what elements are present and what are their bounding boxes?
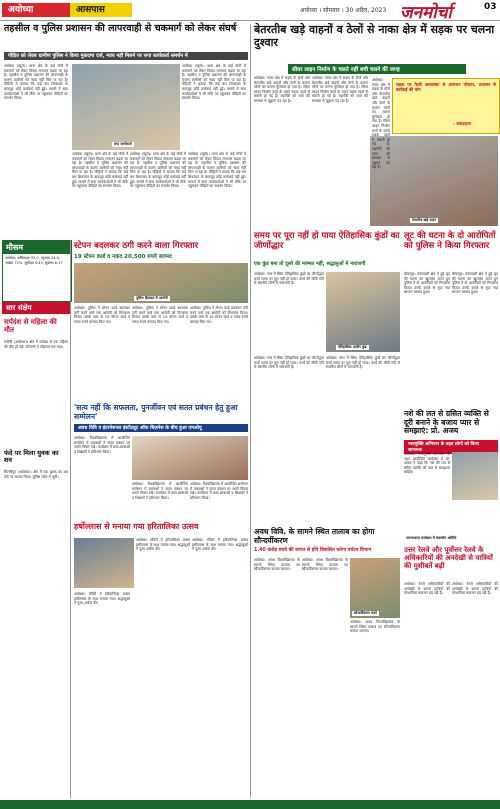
lead-body-col2: अयोध्या (ब्यूरो)। थाना क्षेत्र के कई गाँवों में चकमार्ग को लेकर विवाद लगातार बढ़ता जा रहा है। तहसील व पुलिस प्रशासन की लापरवाही के कारण ग्रामीणों को न्याय नहीं मिल पा रहा है। पीड़ितों ने बताया कि कई बार शिकायत के बावजूद कोई कार्रवाई नहीं हुई। मामले में सपा कार्यकर्ताओं ने भी मौके पर पहुंचकर पीड़ितों का समर्थन किया। xyxy=(182,64,246,101)
pond-body-col1: अयोध्या। अवध विश्वविद्यालय के सामने स्थित तालाब का सौन्दर्यीकरण कराया जाएगा। xyxy=(254,558,300,572)
column-rule xyxy=(250,24,251,798)
lead-body-col5: अयोध्या (ब्यूरो)। थाना क्षेत्र के कई गाँवों में चकमार्ग को लेकर विवाद लगातार बढ़ता जा रहा है। तहसील व पुलिस प्रशासन की लापरवाही के कारण ग्रामीणों को न्याय नहीं मिल पा रहा है। पीड़ितों ने बताया कि कई बार शिकायत के बावजूद कोई कार्रवाई नहीं हुई। मामले में सपा कार्यकर्ताओं ने भी मौके पर पहुंचकर पीड़ितों का समर्थन किया। xyxy=(188,152,246,189)
festival-body-col1: अयोध्या। मंदिरों में हरितालिका उत्सव हर्षोल्लास के साथ मनाया गया। श्रद्धालुओं ने पूजा-अर्चना की। xyxy=(74,592,130,606)
subsection-tab[interactable]: आसपास xyxy=(70,3,132,17)
page-number: 03 xyxy=(484,2,497,12)
lead-body-col1: अयोध्या (ब्यूरो)। थाना क्षेत्र के कई गाँवों में चकमार्ग को लेकर विवाद लगातार बढ़ता जा रहा है। तहसील व पुलिस प्रशासन की लापरवाही के कारण ग्रामीणों को न्याय नहीं मिल पा रहा है। पीड़ितों ने बताया कि कई बार शिकायत के बावजूद कोई कार्रवाई नहीं हुई। मामले में सपा कार्यकर्ताओं ने भी मौके पर पहुंचकर पीड़ितों का समर्थन किया। xyxy=(4,64,68,101)
pond-subheadline: 1.40 करोड़ रुपये की लागत से होंगे विकसित करेगा पर्यटन विभाग xyxy=(254,548,372,553)
festival-body-col2: अयोध्या। मंदिरों में हरितालिका उत्सव हर्षोल्लास के साथ मनाया गया। श्रद्धालुओं ने पूजा-अर्चना की। xyxy=(136,538,190,552)
festival-headline: हर्षोल्लास से मनाया गया हरितालिका उत्सव xyxy=(74,522,199,531)
roads-body-col2: अयोध्या। नाका क्षेत्र में सड़क के दोनों ओर बेतरतीब खड़े वाहनों और ठेलों के कारण लोगों का चलना मुश्किल हो गया है। सीवर लाइन निर्माण कार्य के चलते सड़क पहले से संकरी हो गई है। राहगीरों को जाम की समस्या से जूझना पड़ रहा है। xyxy=(312,76,368,103)
masthead xyxy=(0,0,500,21)
mgmt-subheadline: अवध विवि व इंटरनेशनल इंस्टीट्यूट ऑफ बिज़नेस के बीच हुआ एमओयू xyxy=(74,424,248,432)
column-rule xyxy=(70,240,71,798)
mgmt-body-col2: अयोध्या। विश्वविद्यालय में आयोजित सम्मेलन में वक्ताओं ने सतत प्रबंधन पर अपने विचार रखे। कार्यक्रम में छात्र-छात्राओं व शिक्षकों ने प्रतिभाग किया। xyxy=(132,482,188,500)
arrest-body-col1: अयोध्या। पुलिस ने स्टेपन कार्ड बदलकर ठगी करने वाले एक आरोपी को गिरफ्तार किया। उसके पास से 19 स्टेपन कार्ड व नकद रुपये बरामद किए गए। xyxy=(74,306,130,324)
safety-headline: सर्पदंश से महिला की मौत xyxy=(4,318,57,335)
weather-body: अयोध्या: अधिकतम 33.0, न्यूनतम 24.0; आर्द्रता 72%; सूर्योदय 5:43, सूर्यास्त 6:17 xyxy=(5,256,63,265)
heritage-subheadline: एक कुंड बना तो दूसरे की मरम्मत नहीं, श्रद्धालुओं में नाराजगी xyxy=(254,261,366,267)
cattle-headline: फंदे पर मिला युवक का शव xyxy=(4,449,59,465)
drugs-subheadline: नशामुक्ति अभियान के तहत लोगों को किया जागरूक xyxy=(404,440,498,454)
drugs-photo-caption: जागरूकता कार्यक्रम में मंचासीन अतिथि xyxy=(406,536,457,540)
arrest-subheadline: 19 स्टेपन कार्ड व नकद 20,500 रुपये बरामद xyxy=(74,254,172,260)
brief-section-label: सार संक्षेप xyxy=(2,302,70,314)
section-tab[interactable]: अयोध्या xyxy=(2,3,78,17)
festival-photo xyxy=(74,538,134,588)
pond-body-col2: अयोध्या। अवध विश्वविद्यालय के सामने स्थित तालाब का सौन्दर्यीकरण कराया जाएगा। xyxy=(302,558,348,572)
loot-body-col2: बीकापुर। कोतवाली क्षेत्र में हुई लूट की घटना का खुलासा करते हुए पुलिस ने दो आरोपितों को गिरफ्तार किया। उनके कब्जे से लूटा गया सामान बरामद हुआ। xyxy=(452,272,498,295)
heritage-body-col2: अयोध्या। नगर में स्थित ऐतिहासिक कुंडों का जीर्णोद्धार कार्य समय पर पूरा नहीं हो पाया। कार्य की धीमी गति से स्थानीय लोगों में नाराजगी है। xyxy=(254,356,324,370)
weather-title: मौसम xyxy=(3,241,71,254)
mgmt-body-col3: अयोध्या। विश्वविद्यालय में आयोजित सम्मेलन में वक्ताओं ने सतत प्रबंधन पर अपने विचार रखे। कार्यक्रम में छात्र-छात्राओं व शिक्षकों ने प्रतिभाग किया। xyxy=(190,482,248,500)
callout-text: सड़क पर फैली अव्यवस्था से आमजन परेशान, प्रशासन से कार्रवाई की मांग xyxy=(396,82,496,92)
arrest-photo-caption: पुलिस हिरासत में आरोपी xyxy=(136,296,168,300)
heritage-headline: समय पर पूरा नहीं हो पाया ऐतिहासिक कुंडों का जीर्णोद्धार xyxy=(254,231,400,251)
roads-headline: बेतरतीब खड़े वाहनों व ठेलों से नाका क्षेत्र में सड़क पर चलना दुश्वार xyxy=(254,23,495,49)
cattle-body: मिल्कीपुर (अयोध्या)। क्षेत्र में एक युवक का शव फंदे पर लटका मिला। पुलिस जांच में जुटी। xyxy=(4,470,68,479)
arrest-headline: स्टेपन बदलकर ठगी करने वाला गिरफ्तार xyxy=(74,241,199,251)
drugs-photo xyxy=(452,452,498,500)
lead-headline: तहसील व पुलिस प्रशासन की लापरवाही से चकमार्ग को लेकर संघर्ष xyxy=(4,23,237,34)
roads-photo-caption: बेतरतीब खड़े वाहन xyxy=(412,218,437,222)
railway-headline: उत्तर रेलवे और पूर्वोत्तर रेलवे के अधिकारियों की अनदेखी से यात्रियों की मुसीबतें बढ़ी xyxy=(404,546,493,571)
roads-subheadline: सीवर लाइन निर्माण के चलते नहीं बची चलने की जगह xyxy=(288,64,466,74)
heritage-body-col1: अयोध्या। नगर में स्थित ऐतिहासिक कुंडों का जीर्णोद्धार कार्य समय पर पूरा नहीं हो पाया। कार्य की धीमी गति से स्थानीय लोगों में नाराजगी है। xyxy=(254,272,324,286)
mgmt-body-col1: अयोध्या। विश्वविद्यालय में आयोजित सम्मेलन में वक्ताओं ने सतत प्रबंधन पर अपने विचार रखे। कार्यक्रम में छात्र-छात्राओं व शिक्षकों ने प्रतिभाग किया। xyxy=(74,436,130,454)
pond-photo-caption: सौन्दर्यीकरण कार्य xyxy=(354,611,377,615)
newspaper-logo: जनमोर्चा xyxy=(400,3,452,23)
mgmt-photo xyxy=(132,436,248,480)
heritage-body-col3: अयोध्या। नगर में स्थित ऐतिहासिक कुंडों का जीर्णोद्धार कार्य समय पर पूरा नहीं हो पाया। कार्य की धीमी गति से स्थानीय लोगों में नाराजगी है। xyxy=(326,356,400,370)
heritage-photo xyxy=(326,272,400,352)
lead-photo-caption: सपा कार्यकर्ता xyxy=(114,142,132,146)
railway-body-col1: अयोध्या। रेलवे अधिकारियों की अनदेखी के कारण यात्रियों की परेशानियां लगातार बढ़ रही हैं। xyxy=(404,582,450,596)
loot-body-col1: बीकापुर। कोतवाली क्षेत्र में हुई लूट की घटना का खुलासा करते हुए पुलिस ने दो आरोपितों को गिरफ्तार किया। उनके कब्जे से लूटा गया सामान बरामद हुआ। xyxy=(404,272,450,295)
callout-attribution: - संवाददाता xyxy=(453,121,471,126)
lead-body-col3: अयोध्या (ब्यूरो)। थाना क्षेत्र के कई गाँवों में चकमार्ग को लेकर विवाद लगातार बढ़ता जा रहा है। तहसील व पुलिस प्रशासन की लापरवाही के कारण ग्रामीणों को न्याय नहीं मिल पा रहा है। पीड़ितों ने बताया कि कई बार शिकायत के बावजूद कोई कार्रवाई नहीं हुई। मामले में सपा कार्यकर्ताओं ने भी मौके पर पहुंचकर पीड़ितों का समर्थन किया। xyxy=(72,152,128,189)
loot-headline: लूट की घटना के दो आरोपितों को पुलिस ने किया गिरफ्तार xyxy=(404,231,496,251)
pond-photo xyxy=(350,558,400,618)
pond-body-col3: अयोध्या। अवध विश्वविद्यालय के सामने स्थित तालाब का सौन्दर्यीकरण कराया जाएगा। xyxy=(350,620,400,634)
arrest-body-col2: अयोध्या। पुलिस ने स्टेपन कार्ड बदलकर ठगी करने वाले एक आरोपी को गिरफ्तार किया। उसके पास से 19 स्टेपन कार्ड व नकद रुपये बरामद किए गए। xyxy=(132,306,188,324)
drugs-headline: नशे की लत से ग्रसित व्यक्ति से दूरी बनाने के बजाय प्यार से समझाएं: प्रो. अजय xyxy=(404,409,489,436)
mgmt-headline: 'सत्य नहीं कि सफलता, पुनर्जीवन एवं सतत प्रबंधन हेतु हुआ सम्मेलन' xyxy=(74,403,238,421)
footer-bar xyxy=(0,800,500,809)
lead-body-col4: अयोध्या (ब्यूरो)। थाना क्षेत्र के कई गाँवों में चकमार्ग को लेकर विवाद लगातार बढ़ता जा रहा है। तहसील व पुलिस प्रशासन की लापरवाही के कारण ग्रामीणों को न्याय नहीं मिल पा रहा है। पीड़ितों ने बताया कि कई बार शिकायत के बावजूद कोई कार्रवाई नहीं हुई। मामले में सपा कार्यकर्ताओं ने भी मौके पर पहुंचकर पीड़ितों का समर्थन किया। xyxy=(130,152,186,189)
festival-body-col3: अयोध्या। मंदिरों में हरितालिका उत्सव हर्षोल्लास के साथ मनाया गया। श्रद्धालुओं ने पूजा-अर्चना की। xyxy=(192,538,248,552)
arrest-photo xyxy=(74,263,248,303)
roads-body-col1: अयोध्या। नाका क्षेत्र में सड़क के दोनों ओर बेतरतीब खड़े वाहनों और ठेलों के कारण लोगों का चलना मुश्किल हो गया है। सीवर लाइन निर्माण कार्य के चलते सड़क पहले से संकरी हो गई है। राहगीरों को जाम की समस्या से जूझना पड़ रहा है। xyxy=(254,76,310,103)
arrest-body-col3: अयोध्या। पुलिस ने स्टेपन कार्ड बदलकर ठगी करने वाले एक आरोपी को गिरफ्तार किया। उसके पास से 19 स्टेपन कार्ड व नकद रुपये बरामद किए गए। xyxy=(190,306,248,324)
callout-box xyxy=(392,78,500,134)
dateline: अयोध्या । सोमवार । 30 अप्रैल, 2023 xyxy=(300,7,387,14)
pond-headline: अवध विवि. के सामने स्थित तालाब का होगा सौन्दर्यीकरण xyxy=(254,527,375,545)
lead-photo xyxy=(72,64,180,150)
heritage-photo-caption: ऐतिहासिक प्राचीन कुंड xyxy=(338,345,367,349)
drugs-body-col1: अयोध्या। नशामुक्ति अभियान के तहत आयोजित कार्यक्रम में प्रो. अजय ने कहा कि नशे की लत से ग्रसित व्यक्ति को प्यार से समझाना चाहिए। xyxy=(404,452,450,475)
lead-subheadline: पीड़ित को लेकर ग्रामीण पुलिस ने किया मुकदमा दर्ज, न्याय नहीं मिलने पर सपा कार्यकर्ता समर्थन में xyxy=(4,52,248,60)
weather-box xyxy=(2,240,72,302)
roads-body-col3: अयोध्या। नाका क्षेत्र में सड़क के दोनों ओर बेतरतीब खड़े वाहनों और ठेलों के कारण लोगों का चलना मुश्किल हो गया है। सीवर लाइन निर्माण कार्य के चलते सड़क पहले से संकरी हो गई है। राहगीरों को जाम की समस्या से जूझना पड़ रहा है। xyxy=(372,78,390,170)
safety-body: रुदौली (अयोध्या)। क्षेत्र में सर्पदंश से एक महिला की मौत हो गई। परिजनों में कोहराम मच गया। xyxy=(4,340,68,349)
railway-body-col2: अयोध्या। रेलवे अधिकारियों की अनदेखी के कारण यात्रियों की परेशानियां लगातार बढ़ रही हैं। xyxy=(452,582,498,596)
